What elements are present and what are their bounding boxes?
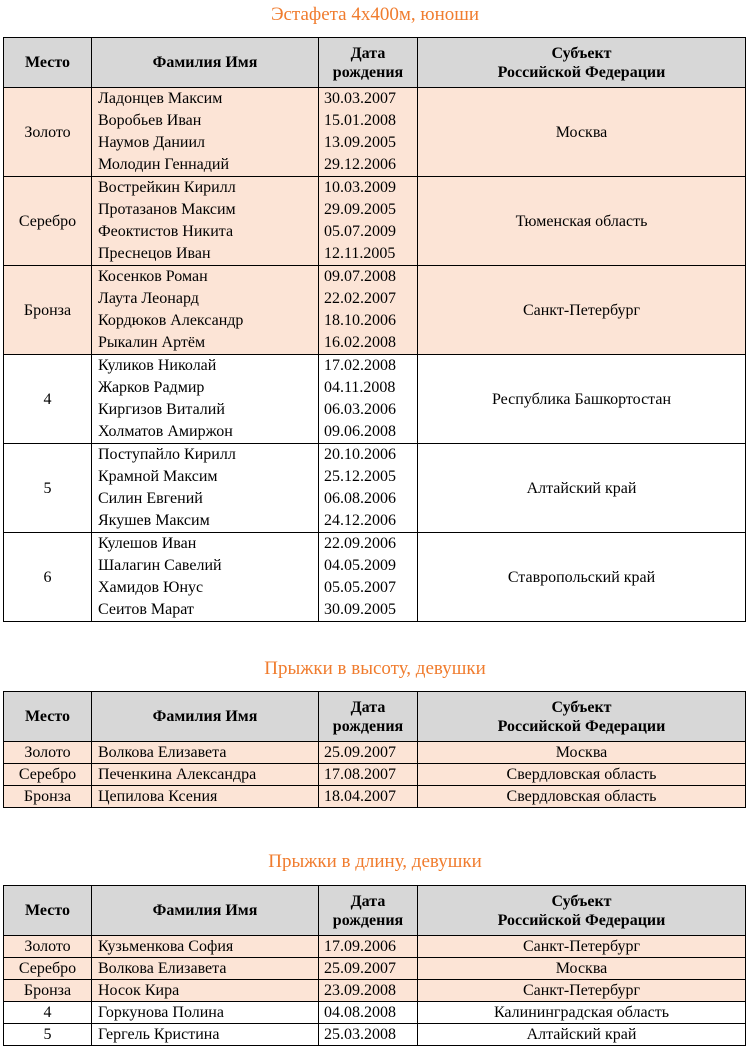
place-cell: Бронза [4, 266, 92, 355]
names-cell: Вострейкин Кирилл Протазанов Максим Феоктистов Никита Преснецов Иван [92, 177, 319, 266]
place-header: Место [4, 692, 92, 742]
relay-row-5 [4, 444, 746, 533]
relay-title: Эстафета 4х400м, юноши [270, 4, 480, 25]
region-cell: Москва [418, 742, 746, 764]
place-cell: Серебро [4, 958, 92, 980]
region-header: Субъект Российской Федерации [418, 38, 746, 88]
region-cell: Ставропольский край [418, 533, 746, 622]
date-cell: 17.08.2007 [319, 764, 418, 786]
table-row [4, 936, 746, 958]
table-header-row [4, 886, 746, 936]
region-cell: Калининградская область [418, 1002, 746, 1024]
region-cell: Тюменская область [418, 177, 746, 266]
region-cell: Санкт-Петербург [418, 266, 746, 355]
relay-row-bronze [4, 266, 746, 355]
relay-results-table [3, 37, 746, 622]
region-cell: Санкт-Петербург [418, 980, 746, 1002]
place-cell: Золото [4, 936, 92, 958]
high-jump-results-table [3, 691, 746, 808]
high-jump-title: Прыжки в высоту, девушки [264, 658, 486, 679]
dates-cell: 22.09.2006 04.05.2009 05.05.2007 30.09.2005 [319, 533, 418, 622]
table-row [4, 980, 746, 1002]
place-header: Место [4, 38, 92, 88]
date-cell: 17.09.2006 [319, 936, 418, 958]
name-cell: Гергель Кристина [92, 1024, 319, 1046]
place-cell: 4 [4, 1002, 92, 1024]
dates-cell: 30.03.2007 15.01.2008 13.09.2005 29.12.2006 [319, 88, 418, 177]
table-row [4, 742, 746, 764]
date-header: Дата рождения [319, 692, 418, 742]
region-header: Субъект Российской Федерации [418, 692, 746, 742]
relay-row-silver [4, 177, 746, 266]
names-cell: Куликов Николай Жарков Радмир Киргизов Виталий Холматов Амиржон [92, 355, 319, 444]
region-cell: Алтайский край [418, 444, 746, 533]
place-cell: Золото [4, 88, 92, 177]
table-header-row [4, 692, 746, 742]
place-cell: Золото [4, 742, 92, 764]
table-row [4, 786, 746, 808]
names-cell: Кулешов Иван Шалагин Савелий Хамидов Юнус Сеитов Марат [92, 533, 319, 622]
region-cell: Москва [418, 88, 746, 177]
place-cell: Серебро [4, 177, 92, 266]
region-cell: Свердловская область [418, 764, 746, 786]
region-cell: Алтайский край [418, 1024, 746, 1046]
date-cell: 25.09.2007 [319, 958, 418, 980]
name-header: Фамилия Имя [92, 886, 319, 936]
name-cell: Волкова Елизавета [92, 958, 319, 980]
place-cell: 4 [4, 355, 92, 444]
place-cell: 5 [4, 1024, 92, 1046]
date-header: Дата рождения [319, 38, 418, 88]
names-cell: Ладонцев Максим Воробьев Иван Наумов Даниил Молодин Геннадий [92, 88, 319, 177]
place-cell: 6 [4, 533, 92, 622]
place-cell: Бронза [4, 786, 92, 808]
table-row [4, 958, 746, 980]
table-header-row [4, 38, 746, 88]
date-cell: 23.09.2008 [319, 980, 418, 1002]
name-cell: Печенкина Александра [92, 764, 319, 786]
name-cell: Кузьменкова София [92, 936, 319, 958]
dates-cell: 09.07.2008 22.02.2007 18.10.2006 16.02.2008 [319, 266, 418, 355]
date-cell: 04.08.2008 [319, 1002, 418, 1024]
names-cell: Косенков Роман Лаута Леонард Кордюков Александр Рыкалин Артём [92, 266, 319, 355]
date-cell: 18.04.2007 [319, 786, 418, 808]
region-cell: Москва [418, 958, 746, 980]
long-jump-title: Прыжки в длину, девушки [268, 851, 482, 872]
date-cell: 25.03.2008 [319, 1024, 418, 1046]
place-header: Место [4, 886, 92, 936]
place-cell: 5 [4, 444, 92, 533]
relay-row-gold [4, 88, 746, 177]
name-cell: Волкова Елизавета [92, 742, 319, 764]
table-row [4, 1002, 746, 1024]
names-cell: Поступайло Кирилл Крамной Максим Силин Евгений Якушев Максим [92, 444, 319, 533]
date-header: Дата рождения [319, 886, 418, 936]
long-jump-results-table [3, 885, 746, 1046]
name-cell: Горкунова Полина [92, 1002, 319, 1024]
region-header: Субъект Российской Федерации [418, 886, 746, 936]
relay-row-4 [4, 355, 746, 444]
name-cell: Носок Кира [92, 980, 319, 1002]
place-cell: Бронза [4, 980, 92, 1002]
name-header: Фамилия Имя [92, 38, 319, 88]
dates-cell: 17.02.2008 04.11.2008 06.03.2006 09.06.2008 [319, 355, 418, 444]
name-cell: Цепилова Ксения [92, 786, 319, 808]
region-cell: Санкт-Петербург [418, 936, 746, 958]
region-cell: Свердловская область [418, 786, 746, 808]
place-cell: Серебро [4, 764, 92, 786]
table-row [4, 1024, 746, 1046]
dates-cell: 20.10.2006 25.12.2005 06.08.2006 24.12.2006 [319, 444, 418, 533]
name-header: Фамилия Имя [92, 692, 319, 742]
date-cell: 25.09.2007 [319, 742, 418, 764]
table-row [4, 764, 746, 786]
region-cell: Республика Башкортостан [418, 355, 746, 444]
dates-cell: 10.03.2009 29.09.2005 05.07.2009 12.11.2005 [319, 177, 418, 266]
relay-row-6 [4, 533, 746, 622]
